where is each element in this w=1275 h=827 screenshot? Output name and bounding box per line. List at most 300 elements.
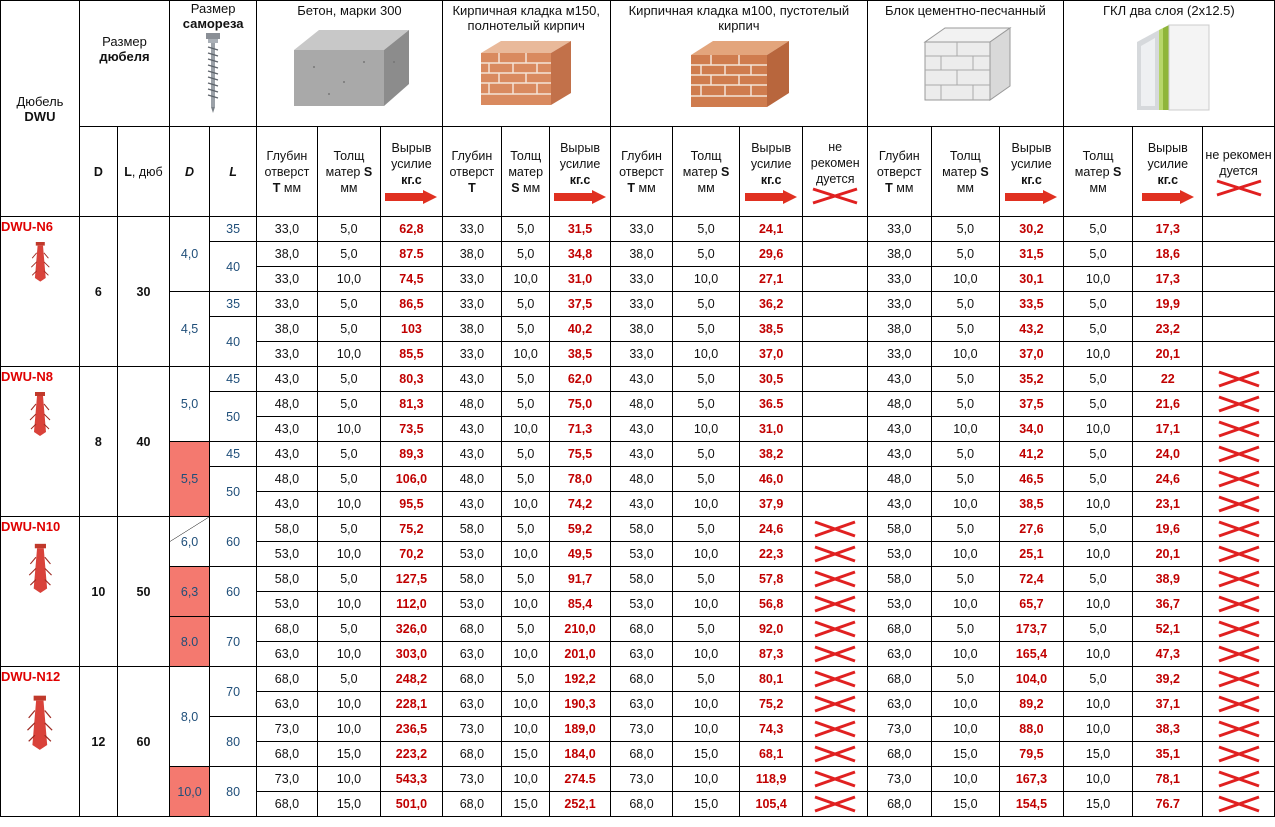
cross-icon xyxy=(1216,470,1262,488)
cross-icon xyxy=(1216,745,1262,763)
material-header-solid-brick: Кирпичная кладка м150, полнотелый кирпич xyxy=(442,1,610,127)
hollow-brick-not-recommended xyxy=(803,767,868,792)
hollow-brick-not-recommended xyxy=(803,642,868,667)
hollow-brick-not-recommended xyxy=(803,467,868,492)
hollow-brick-depth: 63,0 xyxy=(610,692,673,717)
concrete-depth: 58,0 xyxy=(257,567,317,592)
concrete-depth: 43,0 xyxy=(257,417,317,442)
hollow-brick-pull-force: 37,0 xyxy=(739,342,803,367)
cross-icon xyxy=(812,770,858,788)
cement-block-pull-force: 27,6 xyxy=(1000,517,1064,542)
hollow-brick-pull-force: 36.5 xyxy=(739,392,803,417)
hollow-brick-depth: 33,0 xyxy=(610,267,673,292)
concrete-pull-force: 80,3 xyxy=(381,367,443,392)
cross-icon xyxy=(810,187,860,205)
drywall-thickness: 5,0 xyxy=(1063,567,1133,592)
concrete-depth: 53,0 xyxy=(257,592,317,617)
arrow-right-icon xyxy=(745,190,797,204)
cross-icon xyxy=(1216,670,1262,688)
concrete-pull-force: 73,5 xyxy=(381,417,443,442)
cement-block-depth: 38,0 xyxy=(868,317,932,342)
screw-length: 50 xyxy=(210,392,257,442)
cross-icon xyxy=(812,520,858,538)
drywall-not-recommended xyxy=(1203,542,1275,567)
solid-brick-depth: 33,0 xyxy=(442,217,501,242)
concrete-depth: 73,0 xyxy=(257,717,317,742)
concrete-thickness: 5,0 xyxy=(317,392,381,417)
col-depth: Глубин отверст Т мм xyxy=(610,127,673,217)
concrete-depth: 68,0 xyxy=(257,792,317,817)
concrete-depth: 33,0 xyxy=(257,267,317,292)
concrete-depth: 43,0 xyxy=(257,492,317,517)
table-body xyxy=(1,217,1275,817)
hollow-brick-depth: 38,0 xyxy=(610,317,673,342)
col-not-recommended: не рекомен дуется xyxy=(803,127,868,217)
cement-block-depth: 73,0 xyxy=(868,717,932,742)
drywall-thickness: 10,0 xyxy=(1063,717,1133,742)
cement-block-depth: 73,0 xyxy=(868,767,932,792)
hollow-brick-pull-force: 92,0 xyxy=(739,617,803,642)
screw-icon xyxy=(203,33,223,113)
solid-brick-pull-force: 49,5 xyxy=(550,542,610,567)
solid-brick-thickness: 10,0 xyxy=(502,642,550,667)
cement-block-pull-force: 154,5 xyxy=(1000,792,1064,817)
cement-block-depth: 43,0 xyxy=(868,492,932,517)
concrete-pull-force: 89,3 xyxy=(381,442,443,467)
drywall-not-recommended xyxy=(1203,667,1275,692)
col-thick: Толщ матер S мм xyxy=(673,127,740,217)
cross-icon xyxy=(1216,620,1262,638)
concrete-thickness: 5,0 xyxy=(317,217,381,242)
table-row xyxy=(1,367,1275,392)
hollow-brick-thickness: 5,0 xyxy=(673,367,740,392)
col-not-recommended: не рекомен дуется xyxy=(1203,127,1275,217)
cement-block-icon xyxy=(915,22,1015,102)
concrete-thickness: 15,0 xyxy=(317,792,381,817)
solid-brick-pull-force: 37,5 xyxy=(550,292,610,317)
hollow-brick-thickness: 5,0 xyxy=(673,617,740,642)
hollow-brick-depth: 33,0 xyxy=(610,292,673,317)
hollow-brick-pull-force: 118,9 xyxy=(739,767,803,792)
drywall-pull-force: 47,3 xyxy=(1133,642,1203,667)
cement-block-pull-force: 46,5 xyxy=(1000,467,1064,492)
arrow-right-icon xyxy=(554,190,606,204)
cement-block-thickness: 10,0 xyxy=(931,542,1000,567)
drywall-thickness: 10,0 xyxy=(1063,642,1133,667)
cross-icon xyxy=(812,745,858,763)
solid-brick-pull-force: 85,4 xyxy=(550,592,610,617)
solid-brick-thickness: 5,0 xyxy=(502,367,550,392)
cross-icon xyxy=(1216,420,1262,438)
solid-brick-pull-force: 190,3 xyxy=(550,692,610,717)
concrete-depth: 33,0 xyxy=(257,217,317,242)
concrete-thickness: 5,0 xyxy=(317,442,381,467)
arrow-right-icon xyxy=(1142,190,1194,204)
hollow-brick-pull-force: 38,2 xyxy=(739,442,803,467)
cement-block-pull-force: 25,1 xyxy=(1000,542,1064,567)
drywall-thickness: 10,0 xyxy=(1063,342,1133,367)
drywall-thickness: 10,0 xyxy=(1063,692,1133,717)
dowel-model-name: DWU-N12 xyxy=(1,669,61,684)
drywall-pull-force: 39,2 xyxy=(1133,667,1203,692)
solid-brick-thickness: 10,0 xyxy=(502,417,550,442)
concrete-depth: 38,0 xyxy=(257,317,317,342)
drywall-not-recommended xyxy=(1203,467,1275,492)
solid-brick-pull-force: 31,0 xyxy=(550,267,610,292)
screw-length: 45 xyxy=(210,442,257,467)
solid-brick-depth: 38,0 xyxy=(442,317,501,342)
solid-brick-thickness: 10,0 xyxy=(502,492,550,517)
concrete-pull-force: 70,2 xyxy=(381,542,443,567)
cement-block-pull-force: 38,5 xyxy=(1000,492,1064,517)
screw-length: 35 xyxy=(210,217,257,242)
solid-brick-pull-force: 38,5 xyxy=(550,342,610,367)
hollow-brick-thickness: 10,0 xyxy=(673,642,740,667)
concrete-thickness: 10,0 xyxy=(317,342,381,367)
cement-block-thickness: 10,0 xyxy=(931,417,1000,442)
concrete-thickness: 5,0 xyxy=(317,367,381,392)
solid-brick-thickness: 10,0 xyxy=(502,717,550,742)
concrete-thickness: 10,0 xyxy=(317,642,381,667)
concrete-depth: 63,0 xyxy=(257,692,317,717)
solid-brick-depth: 43,0 xyxy=(442,442,501,467)
concrete-depth: 43,0 xyxy=(257,367,317,392)
cross-icon xyxy=(1216,695,1262,713)
solid-brick-thickness: 10,0 xyxy=(502,342,550,367)
solid-brick-depth: 73,0 xyxy=(442,767,501,792)
screw-length: 35 xyxy=(210,292,257,317)
cement-block-pull-force: 79,5 xyxy=(1000,742,1064,767)
concrete-pull-force: 74,5 xyxy=(381,267,443,292)
cement-block-thickness: 5,0 xyxy=(931,667,1000,692)
cement-block-thickness: 5,0 xyxy=(931,217,1000,242)
dowel-diameter: 10 xyxy=(79,517,117,667)
hollow-brick-pull-force: 75,2 xyxy=(739,692,803,717)
hollow-brick-not-recommended xyxy=(803,592,868,617)
drywall-pull-force: 17,3 xyxy=(1133,217,1203,242)
concrete-pull-force: 501,0 xyxy=(381,792,443,817)
cement-block-depth: 68,0 xyxy=(868,617,932,642)
drywall-pull-force: 76.7 xyxy=(1133,792,1203,817)
drywall-not-recommended xyxy=(1203,367,1275,392)
dowel-header: Дюбель DWU xyxy=(1,1,80,217)
cement-block-pull-force: 43,2 xyxy=(1000,317,1064,342)
solid-brick-thickness: 10,0 xyxy=(502,592,550,617)
cement-block-thickness: 10,0 xyxy=(931,767,1000,792)
hollow-brick-pull-force: 24,6 xyxy=(739,517,803,542)
hollow-brick-not-recommended xyxy=(803,542,868,567)
solid-brick-thickness: 5,0 xyxy=(502,667,550,692)
cement-block-depth: 43,0 xyxy=(868,417,932,442)
cement-block-depth: 58,0 xyxy=(868,567,932,592)
screw-diameter: 8.0 xyxy=(170,617,210,667)
concrete-pull-force: 86,5 xyxy=(381,292,443,317)
cement-block-depth: 53,0 xyxy=(868,542,932,567)
drywall-pull-force: 17,1 xyxy=(1133,417,1203,442)
cement-block-thickness: 5,0 xyxy=(931,567,1000,592)
screw-length: 40 xyxy=(210,317,257,367)
drywall-pull-force: 35,1 xyxy=(1133,742,1203,767)
drywall-not-recommended xyxy=(1203,792,1275,817)
cross-icon xyxy=(1214,179,1264,197)
solid-brick-thickness: 5,0 xyxy=(502,242,550,267)
drywall-not-recommended xyxy=(1203,417,1275,442)
cement-block-depth: 43,0 xyxy=(868,442,932,467)
hollow-brick-not-recommended xyxy=(803,292,868,317)
concrete-depth: 63,0 xyxy=(257,642,317,667)
concrete-pull-force: 303,0 xyxy=(381,642,443,667)
drywall-pull-force: 20,1 xyxy=(1133,542,1203,567)
cement-block-thickness: 5,0 xyxy=(931,467,1000,492)
hollow-brick-depth: 48,0 xyxy=(610,467,673,492)
concrete-pull-force: 223,2 xyxy=(381,742,443,767)
cement-block-depth: 33,0 xyxy=(868,217,932,242)
drywall-thickness: 10,0 xyxy=(1063,767,1133,792)
cement-block-depth: 33,0 xyxy=(868,267,932,292)
drywall-not-recommended xyxy=(1203,517,1275,542)
solid-brick-depth: 43,0 xyxy=(442,492,501,517)
hollow-brick-not-recommended xyxy=(803,567,868,592)
solid-brick-pull-force: 78,0 xyxy=(550,467,610,492)
col-thick: Толщ матер S мм xyxy=(931,127,1000,217)
screw-length: 80 xyxy=(210,767,257,817)
drywall-not-recommended xyxy=(1203,317,1275,342)
table-row xyxy=(1,667,1275,692)
cement-block-depth: 48,0 xyxy=(868,467,932,492)
concrete-thickness: 10,0 xyxy=(317,267,381,292)
solid-brick-thickness: 5,0 xyxy=(502,392,550,417)
cement-block-thickness: 10,0 xyxy=(931,592,1000,617)
cement-block-depth: 68,0 xyxy=(868,742,932,767)
solid-brick-depth: 73,0 xyxy=(442,717,501,742)
hollow-brick-thickness: 5,0 xyxy=(673,292,740,317)
drywall-pull-force: 21,6 xyxy=(1133,392,1203,417)
screw-diameter: 4,5 xyxy=(170,292,210,367)
solid-brick-pull-force: 62,0 xyxy=(550,367,610,392)
screw-length: 45 xyxy=(210,367,257,392)
concrete-pull-force: 543,3 xyxy=(381,767,443,792)
solid-brick-depth: 68,0 xyxy=(442,742,501,767)
hollow-brick-thickness: 5,0 xyxy=(673,442,740,467)
solid-brick-pull-force: 74,2 xyxy=(550,492,610,517)
hollow-brick-thickness: 5,0 xyxy=(673,242,740,267)
drywall-not-recommended xyxy=(1203,292,1275,317)
concrete-thickness: 5,0 xyxy=(317,667,381,692)
hollow-brick-not-recommended xyxy=(803,792,868,817)
hollow-brick-pull-force: 46,0 xyxy=(739,467,803,492)
cement-block-thickness: 10,0 xyxy=(931,692,1000,717)
hollow-brick-pull-force: 80,1 xyxy=(739,667,803,692)
cement-block-thickness: 5,0 xyxy=(931,617,1000,642)
cement-block-depth: 48,0 xyxy=(868,392,932,417)
solid-brick-pull-force: 201,0 xyxy=(550,642,610,667)
cement-block-thickness: 10,0 xyxy=(931,342,1000,367)
dowel-model-cell xyxy=(1,667,80,817)
drywall-not-recommended xyxy=(1203,617,1275,642)
hollow-brick-thickness: 10,0 xyxy=(673,542,740,567)
cross-icon xyxy=(1216,645,1262,663)
col-pull: Вырыв усилие кг.с xyxy=(739,127,803,217)
concrete-thickness: 15,0 xyxy=(317,742,381,767)
hollow-brick-thickness: 10,0 xyxy=(673,717,740,742)
drywall-thickness: 15,0 xyxy=(1063,792,1133,817)
concrete-thickness: 10,0 xyxy=(317,542,381,567)
drywall-thickness: 5,0 xyxy=(1063,442,1133,467)
drywall-thickness: 15,0 xyxy=(1063,742,1133,767)
drywall-thickness: 10,0 xyxy=(1063,492,1133,517)
solid-brick-depth: 43,0 xyxy=(442,367,501,392)
concrete-pull-force: 95,5 xyxy=(381,492,443,517)
cement-block-pull-force: 89,2 xyxy=(1000,692,1064,717)
drywall-icon xyxy=(1119,22,1219,112)
concrete-depth: 33,0 xyxy=(257,292,317,317)
col-pull: Вырыв усилие кг.с xyxy=(550,127,610,217)
drywall-pull-force: 37,1 xyxy=(1133,692,1203,717)
concrete-pull-force: 62,8 xyxy=(381,217,443,242)
hollow-brick-pull-force: 105,4 xyxy=(739,792,803,817)
hollow-brick-thickness: 15,0 xyxy=(673,742,740,767)
solid-brick-thickness: 10,0 xyxy=(502,767,550,792)
cement-block-depth: 33,0 xyxy=(868,292,932,317)
col-dowel-d: D xyxy=(79,127,117,217)
hollow-brick-not-recommended xyxy=(803,242,868,267)
dowel-diameter: 12 xyxy=(79,667,117,817)
drywall-not-recommended xyxy=(1203,217,1275,242)
concrete-thickness: 5,0 xyxy=(317,317,381,342)
drywall-not-recommended xyxy=(1203,692,1275,717)
solid-brick-thickness: 5,0 xyxy=(502,567,550,592)
solid-brick-depth: 58,0 xyxy=(442,567,501,592)
hollow-brick-pull-force: 24,1 xyxy=(739,217,803,242)
cement-block-depth: 43,0 xyxy=(868,367,932,392)
cement-block-thickness: 15,0 xyxy=(931,742,1000,767)
hollow-brick-pull-force: 22,3 xyxy=(739,542,803,567)
hollow-brick-not-recommended xyxy=(803,692,868,717)
material-header-concrete: Бетон, марки 300 xyxy=(257,1,442,127)
cement-block-thickness: 10,0 xyxy=(931,267,1000,292)
cross-icon xyxy=(812,620,858,638)
table-row xyxy=(1,617,1275,642)
hollow-brick-depth: 73,0 xyxy=(610,717,673,742)
table-row xyxy=(1,217,1275,242)
cement-block-thickness: 5,0 xyxy=(931,392,1000,417)
drywall-not-recommended xyxy=(1203,717,1275,742)
drywall-pull-force: 38,3 xyxy=(1133,717,1203,742)
drywall-not-recommended xyxy=(1203,267,1275,292)
hollow-brick-not-recommended xyxy=(803,517,868,542)
concrete-depth: 43,0 xyxy=(257,442,317,467)
cement-block-depth: 58,0 xyxy=(868,517,932,542)
cement-block-pull-force: 33,5 xyxy=(1000,292,1064,317)
hollow-brick-thickness: 10,0 xyxy=(673,417,740,442)
table-row xyxy=(1,442,1275,467)
solid-brick-thickness: 5,0 xyxy=(502,467,550,492)
table-row xyxy=(1,292,1275,317)
col-depth: Глубин отверст Т мм xyxy=(257,127,317,217)
drywall-pull-force: 19,9 xyxy=(1133,292,1203,317)
hollow-brick-thickness: 10,0 xyxy=(673,692,740,717)
hollow-brick-thickness: 5,0 xyxy=(673,517,740,542)
screw-length: 40 xyxy=(210,242,257,292)
concrete-thickness: 5,0 xyxy=(317,567,381,592)
concrete-thickness: 10,0 xyxy=(317,692,381,717)
dowel-length: 50 xyxy=(117,517,169,667)
hollow-brick-not-recommended xyxy=(803,742,868,767)
concrete-pull-force: 75,2 xyxy=(381,517,443,542)
concrete-thickness: 10,0 xyxy=(317,717,381,742)
cross-icon xyxy=(812,645,858,663)
drywall-pull-force: 19,6 xyxy=(1133,517,1203,542)
concrete-depth: 33,0 xyxy=(257,342,317,367)
cement-block-thickness: 5,0 xyxy=(931,317,1000,342)
hollow-brick-pull-force: 87,3 xyxy=(739,642,803,667)
cross-icon xyxy=(1216,520,1262,538)
dowel-length: 60 xyxy=(117,667,169,817)
hollow-brick-depth: 33,0 xyxy=(610,217,673,242)
hollow-brick-not-recommended xyxy=(803,442,868,467)
concrete-thickness: 5,0 xyxy=(317,517,381,542)
material-header-cement-block: Блок цементно-песчанный xyxy=(868,1,1064,127)
drywall-not-recommended xyxy=(1203,392,1275,417)
hollow-brick-depth: 68,0 xyxy=(610,617,673,642)
solid-brick-thickness: 5,0 xyxy=(502,292,550,317)
hollow-brick-depth: 43,0 xyxy=(610,417,673,442)
concrete-thickness: 10,0 xyxy=(317,767,381,792)
concrete-thickness: 5,0 xyxy=(317,292,381,317)
hollow-brick-pull-force: 31,0 xyxy=(739,417,803,442)
cross-icon xyxy=(812,720,858,738)
drywall-not-recommended xyxy=(1203,442,1275,467)
col-depth: Глубин отверст Т мм xyxy=(868,127,932,217)
cement-block-thickness: 5,0 xyxy=(931,442,1000,467)
cement-block-pull-force: 30,2 xyxy=(1000,217,1064,242)
cross-icon xyxy=(1216,595,1262,613)
hollow-brick-thickness: 5,0 xyxy=(673,467,740,492)
concrete-pull-force: 326,0 xyxy=(381,617,443,642)
hollow-brick-thickness: 5,0 xyxy=(673,567,740,592)
hollow-brick-pull-force: 57,8 xyxy=(739,567,803,592)
hollow-brick-thickness: 15,0 xyxy=(673,792,740,817)
hollow-brick-depth: 68,0 xyxy=(610,792,673,817)
concrete-pull-force: 85,5 xyxy=(381,342,443,367)
solid-brick-thickness: 10,0 xyxy=(502,542,550,567)
solid-brick-depth: 48,0 xyxy=(442,467,501,492)
drywall-pull-force: 20,1 xyxy=(1133,342,1203,367)
hollow-brick-depth: 58,0 xyxy=(610,567,673,592)
drywall-thickness: 5,0 xyxy=(1063,367,1133,392)
solid-brick-depth: 33,0 xyxy=(442,292,501,317)
solid-brick-depth: 33,0 xyxy=(442,267,501,292)
concrete-thickness: 10,0 xyxy=(317,417,381,442)
cement-block-depth: 63,0 xyxy=(868,692,932,717)
drywall-thickness: 10,0 xyxy=(1063,592,1133,617)
solid-brick-pull-force: 75,0 xyxy=(550,392,610,417)
hollow-brick-depth: 73,0 xyxy=(610,767,673,792)
solid-brick-thickness: 15,0 xyxy=(502,742,550,767)
cross-icon xyxy=(812,695,858,713)
hollow-brick-thickness: 10,0 xyxy=(673,767,740,792)
hollow-brick-pull-force: 30,5 xyxy=(739,367,803,392)
cement-block-pull-force: 165,4 xyxy=(1000,642,1064,667)
hollow-brick-not-recommended xyxy=(803,217,868,242)
hollow-brick-depth: 43,0 xyxy=(610,367,673,392)
cross-icon xyxy=(1216,370,1262,388)
screw-length: 50 xyxy=(210,467,257,517)
solid-brick-depth: 68,0 xyxy=(442,792,501,817)
cross-icon xyxy=(1216,495,1262,513)
arrow-right-icon xyxy=(1005,190,1057,204)
concrete-depth: 73,0 xyxy=(257,767,317,792)
